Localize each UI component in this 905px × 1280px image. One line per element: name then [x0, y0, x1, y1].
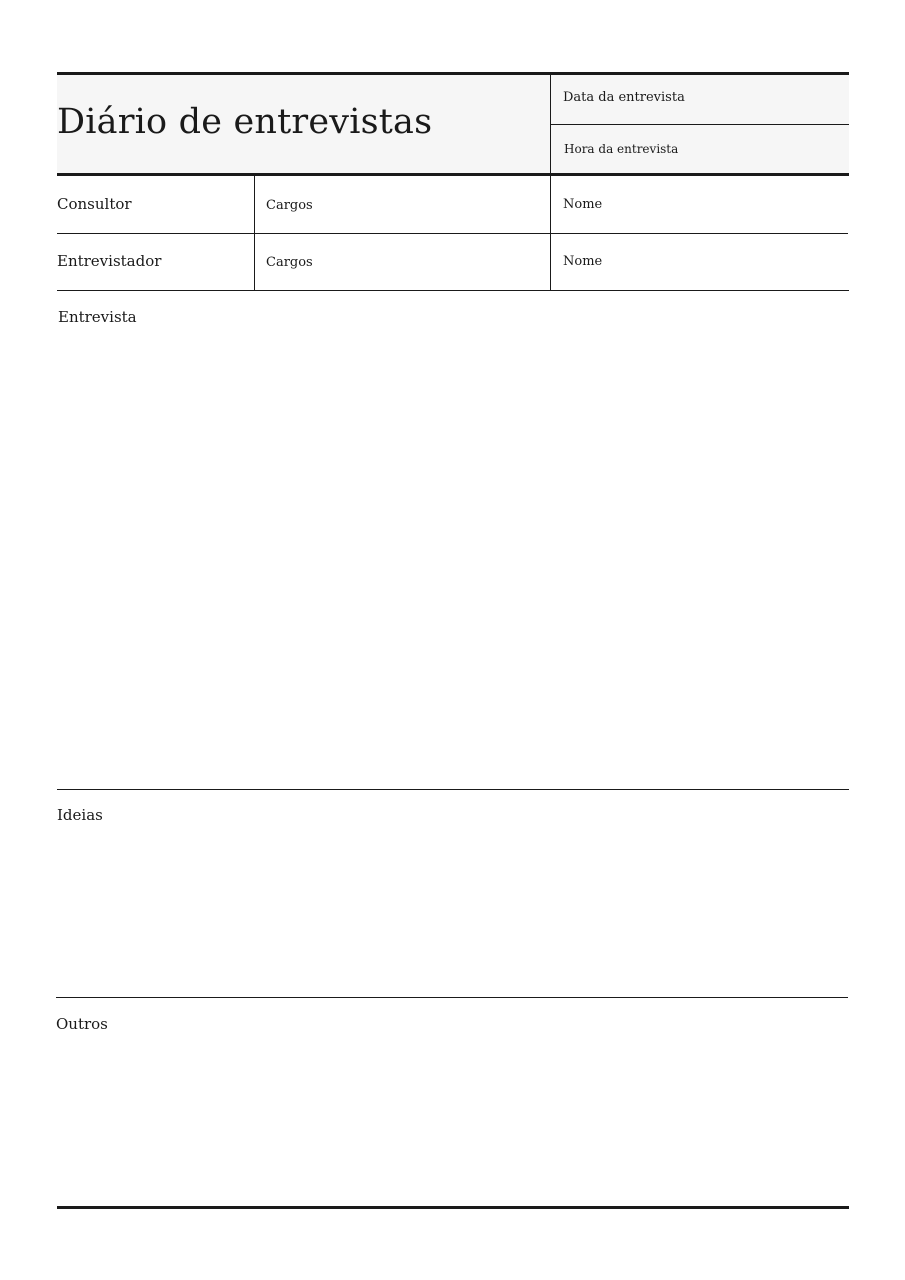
- interview-section-bottom-rule: [57, 789, 849, 790]
- interview-date-field[interactable]: Data da entrevista: [563, 90, 685, 105]
- participants-row-divider: [57, 233, 848, 234]
- consultant-role-label: Consultor: [57, 195, 132, 213]
- bottom-thick-rule: [57, 1206, 849, 1209]
- top-thick-rule: [57, 72, 849, 75]
- ideas-section-bottom-rule: [56, 997, 848, 998]
- header-date-time-divider: [550, 124, 849, 125]
- consultant-name-field[interactable]: Nome: [563, 197, 603, 212]
- ideas-notes-area[interactable]: [57, 828, 849, 994]
- interview-section-label: Entrevista: [58, 308, 137, 326]
- header-bottom-thick-rule: [57, 173, 849, 176]
- page-title: Diário de entrevistas: [57, 102, 433, 142]
- interview-time-field[interactable]: Hora da entrevista: [564, 142, 679, 156]
- interviewer-name-field[interactable]: Nome: [563, 254, 603, 269]
- participants-bottom-rule: [57, 290, 849, 291]
- interviewer-role-label: Entrevistador: [57, 252, 162, 270]
- ideas-section-label: Ideias: [57, 806, 103, 824]
- others-notes-area[interactable]: [57, 1037, 849, 1203]
- interview-notes-area[interactable]: [57, 330, 849, 786]
- interviewer-positions-field[interactable]: Cargos: [266, 255, 313, 270]
- others-section-label: Outros: [56, 1015, 108, 1033]
- consultant-positions-field[interactable]: Cargos: [266, 198, 313, 213]
